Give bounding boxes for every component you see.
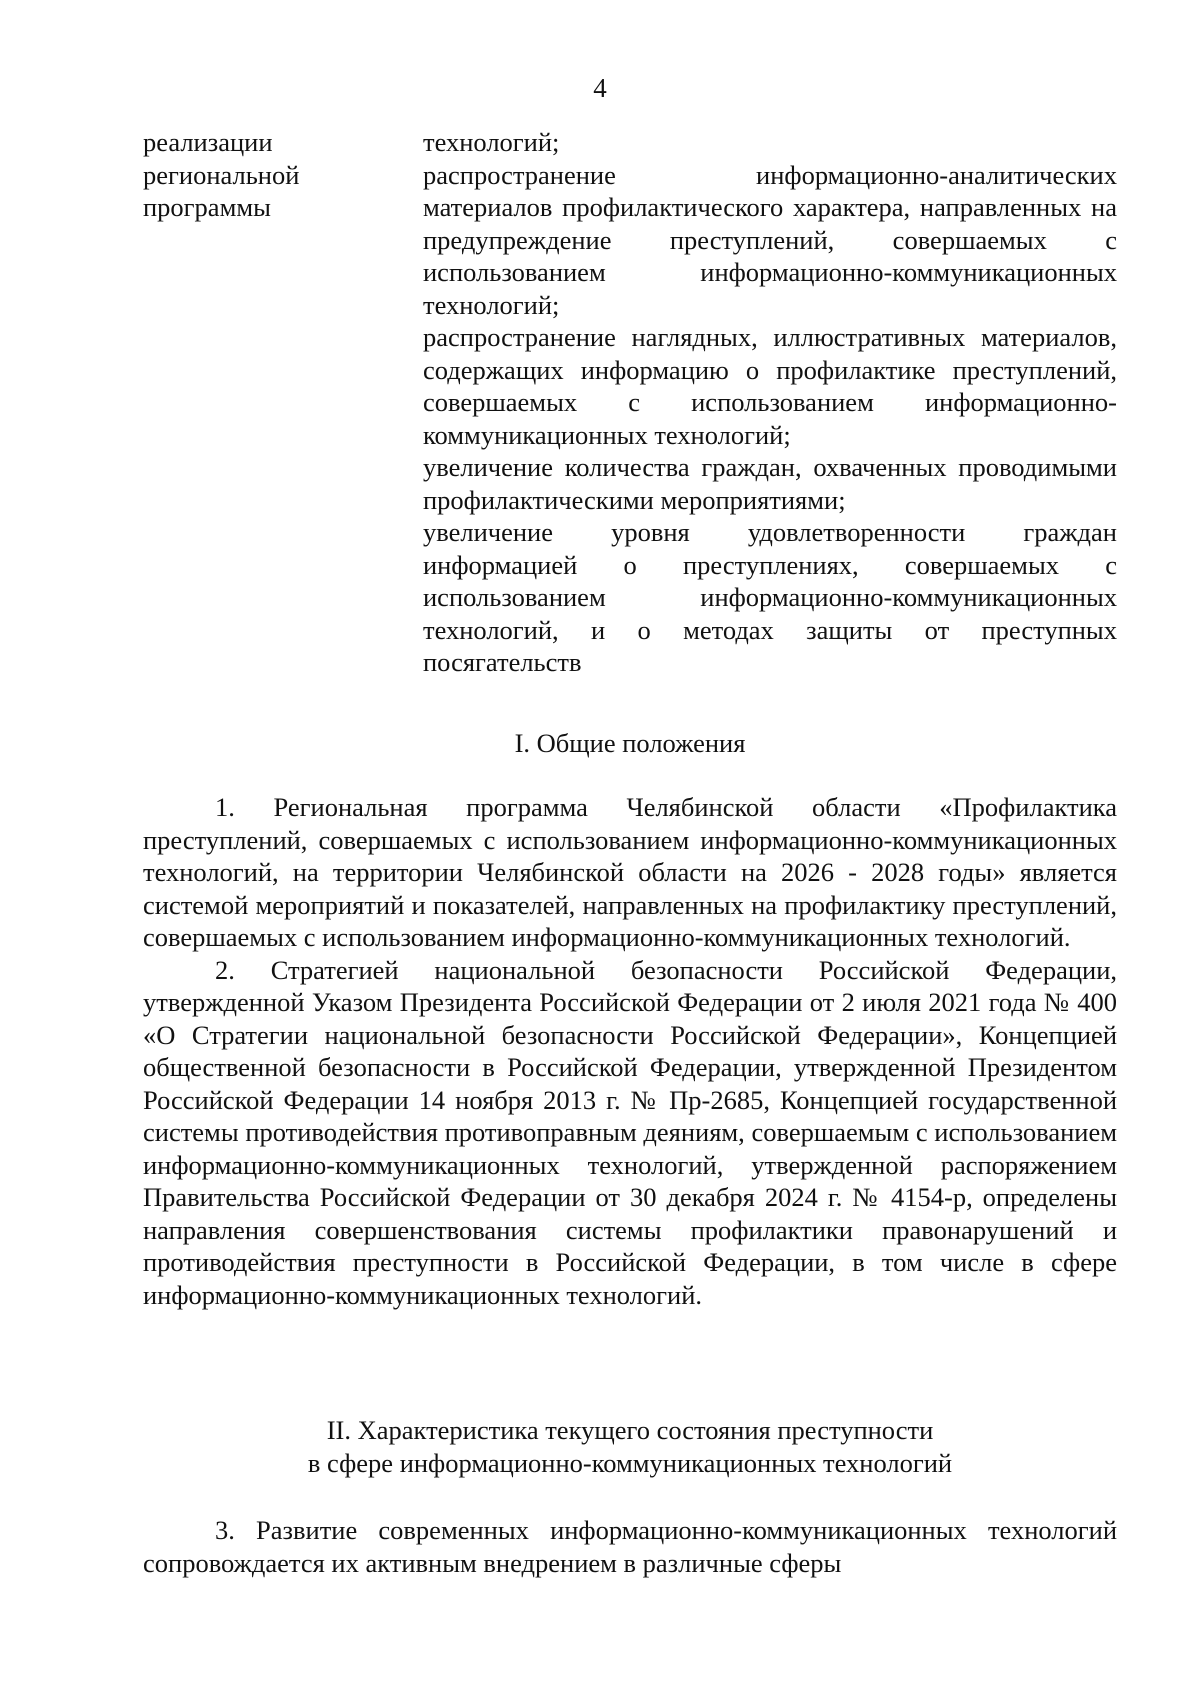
- section-body-crime-characteristics: [143, 1514, 1117, 1579]
- paragraph: 2. Стратегией национальной безопасности Российской Федерации, утвержденной Указом Президента Российской Федерации от 2 июля 2021 года № 400 «О Стратегии национальной безопасности Российской Федерации», Концепцией общественной безопасности в Российской Федерации, утвержденной Президентом Российской Федерации 14 ноября 2013 г. № Пр-2685, Концепцией государственной системы противодействия противоправным деяниям, совершаемым с использованием информационно-коммуникационных технологий, утвержденной распоряжением Правительства Российской Федерации от 30 декабря 2024 г. № 4154-р, определены направления совершенствования системы профилактики правонарушений и противодействия преступности в Российской Федерации, в том числе в сфере информационно-коммуникационных технологий.: [143, 954, 1117, 1310]
- paragraph: 3. Развитие современных информационно-коммуникационных технологий сопровождается их активным внедрением в различные сферы: [143, 1515, 1117, 1578]
- section-body-general-provisions: [143, 791, 1117, 1311]
- passport-item: распространение информационно-аналитических материалов профилактического характера, направленных на предупреждение преступлений, совершаемых с использованием информационно-коммуникационных технологий;: [423, 159, 1117, 320]
- page-number: 4: [593, 73, 607, 103]
- section-heading-crime-characteristics: [143, 1414, 1117, 1479]
- passport-label-line: региональной: [143, 159, 300, 190]
- passport-label-line: программы: [143, 192, 271, 222]
- passport-row-value: [423, 126, 1117, 679]
- passport-item: распространение наглядных, иллюстративных материалов, содержащих информацию о профилактике преступлений, совершаемых с использованием информационно-коммуникационных технологий;: [423, 322, 1117, 450]
- paragraph: 1. Региональная программа Челябинской области «Профилактика преступлений, совершаемых с использованием информационно-коммуникационных технологий, на территории Челябинской области на 2026 - 2028 годы» является системой мероприятий и показателей, направленных на профилактику преступлений, совершаемых с использованием информационно-коммуникационных технологий.: [143, 792, 1117, 952]
- passport-row-label: [143, 126, 403, 224]
- passport-label-line: реализации: [143, 127, 273, 157]
- passport-item: технологий;: [423, 127, 560, 157]
- section-heading-general-provisions: I. Общие положения: [514, 728, 746, 758]
- heading-line: в сфере информационно-коммуникационных технологий: [307, 1447, 953, 1478]
- passport-item: увеличение уровня удовлетворенности граждан информацией о преступлениях, совершаемых с использованием информационно-коммуникационных технологий, и о методах защиты от преступных посягательств: [423, 517, 1117, 677]
- passport-item: увеличение количества граждан, охваченных проводимыми профилактическими мероприятиями;: [423, 452, 1117, 515]
- heading-line: II. Характеристика текущего состояния преступности: [326, 1415, 934, 1445]
